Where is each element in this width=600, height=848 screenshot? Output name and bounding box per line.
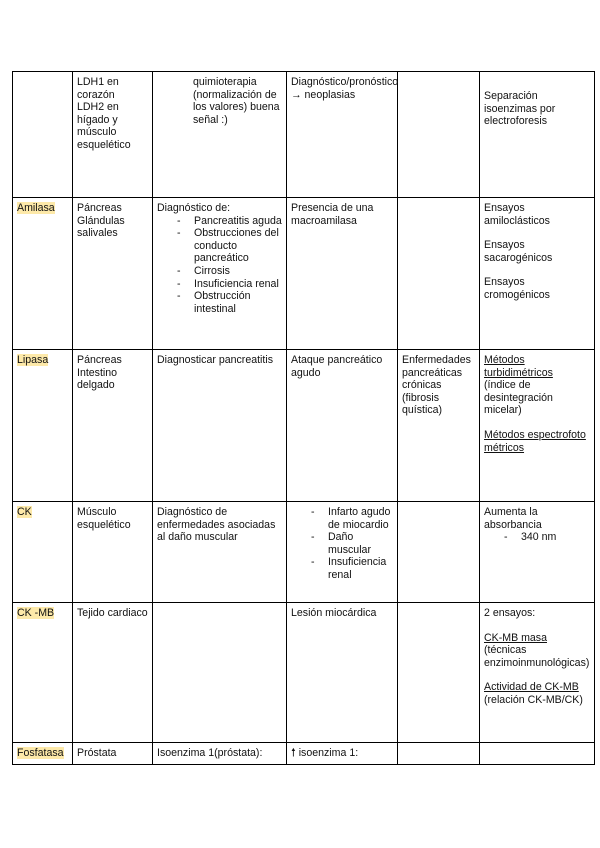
enzyme-cell (13, 72, 73, 198)
enzyme-cell (13, 603, 73, 743)
tissue-cell (73, 502, 153, 603)
enzyme-cell (13, 350, 73, 502)
table-row (13, 72, 595, 198)
list-item: - 340 nm (484, 531, 590, 544)
method-title: Actividad de CK-MB (484, 681, 579, 694)
increase-cell (287, 603, 398, 743)
increase-text: Ataque pancreático agudo (291, 354, 383, 379)
list-item: - Cirrosis (157, 265, 282, 278)
method-note: (relación CK-MB/CK) (484, 693, 583, 706)
tissue-cell (73, 72, 153, 198)
indication-text: Diagnosticar pancreatitis (157, 354, 273, 366)
list-item: - Insuficiencia renal (291, 556, 393, 581)
tissue-line: Músculo esquelético (77, 506, 131, 531)
indication-cell (153, 743, 287, 765)
increase-cell (287, 198, 398, 350)
increase-text: Diagnóstico/pronóstico → neoplasias (291, 76, 399, 101)
increase-list (291, 506, 393, 582)
method-title: Métodos turbidimétricos (484, 354, 553, 379)
table-row (13, 350, 595, 502)
list-item: - Obstrucciones del conducto pancreático (157, 227, 282, 265)
increase-text: isoenzima 1: (298, 747, 359, 759)
method-note: (técnicas enzimoinmunológicas) (484, 644, 590, 669)
enzyme-name: Fosfatasa (17, 747, 64, 759)
increase-cell (287, 502, 398, 603)
method-text: Aumenta la absorbancia (484, 506, 542, 531)
tissue-cell (73, 743, 153, 765)
method-text: Separación isoenzimas por electroforesis (484, 90, 556, 128)
increase-cell (287, 72, 398, 198)
decrease-cell (398, 743, 480, 765)
method-cell (480, 350, 595, 502)
list-item: - Daño muscular (291, 531, 393, 556)
table-row (13, 743, 595, 765)
enzyme-name: CK -MB (17, 607, 55, 619)
decrease-cell (398, 198, 480, 350)
method-cell (480, 502, 595, 603)
indication-cell (153, 603, 287, 743)
arrow-up-icon: 🠕 (291, 747, 296, 759)
decrease-cell (398, 350, 480, 502)
enzyme-name: Lipasa (17, 354, 49, 366)
increase-cell (287, 743, 398, 765)
tissue-line: Glándulas salivales (77, 214, 125, 240)
list-item: - Insuficiencia renal (157, 278, 282, 291)
table-row (13, 603, 595, 743)
enzyme-name: Amilasa (17, 202, 55, 214)
tissue-line: LDH1 en corazón (77, 76, 119, 101)
method-cell (480, 72, 595, 198)
tissue-line: Intestino delgado (77, 366, 118, 392)
tissue-cell (73, 350, 153, 502)
decrease-cell (398, 72, 480, 198)
tissue-line: Páncreas (77, 354, 122, 366)
list-item: - Pancreatitis aguda (157, 215, 282, 228)
method-list (484, 531, 590, 544)
method-text: Ensayos amiloclásticos (484, 202, 550, 227)
decrease-text: Enfermedades pancreáticas crónicas (fibrosis quística) (402, 354, 471, 417)
indication-cell (153, 198, 287, 350)
tissue-line: Páncreas (77, 202, 122, 214)
tissue-cell (73, 198, 153, 350)
indication-text: Isoenzima 1(próstata): (157, 747, 263, 759)
indication-list (157, 215, 282, 316)
indication-cell (153, 502, 287, 603)
method-text: Ensayos sacarogénicos (484, 239, 553, 264)
method-cell (480, 198, 595, 350)
indication-title: Diagnóstico de: (157, 202, 231, 214)
method-title: Métodos espectrofotométricos (484, 428, 586, 454)
indication-text: Diagnóstico de enfermedades asociadas al daño muscular (157, 506, 276, 544)
indication-cell (153, 350, 287, 502)
tissue-line: Próstata (77, 747, 117, 759)
tissue-line: Tejido cardiaco (77, 607, 148, 619)
increase-text: Presencia de una macroamilasa (291, 202, 374, 227)
enzyme-cell (13, 198, 73, 350)
method-title: CK-MB masa (484, 631, 547, 644)
list-item: - Obstrucción intestinal (157, 290, 282, 315)
decrease-cell (398, 502, 480, 603)
method-text: Ensayos cromogénicos (484, 276, 550, 301)
enzyme-table (12, 71, 595, 765)
method-note: (índice de desintegración micelar) (484, 379, 553, 417)
table-row (13, 198, 595, 350)
list-item: - Infarto agudo de miocardio (291, 506, 393, 531)
indication-text: quimioterapia (normalización de los valores) buena señal :) (193, 76, 280, 126)
enzyme-cell (13, 743, 73, 765)
table-row (13, 502, 595, 603)
decrease-cell (398, 603, 480, 743)
tissue-line: LDH2 en hígado y músculo esquelético (77, 101, 131, 151)
increase-text: Lesión miocárdica (291, 607, 377, 619)
enzyme-name: CK (17, 506, 32, 518)
tissue-cell (73, 603, 153, 743)
method-cell (480, 743, 595, 765)
increase-cell (287, 350, 398, 502)
enzyme-cell (13, 502, 73, 603)
method-intro: 2 ensayos: (484, 607, 536, 619)
indication-cell (153, 72, 287, 198)
method-cell (480, 603, 595, 743)
